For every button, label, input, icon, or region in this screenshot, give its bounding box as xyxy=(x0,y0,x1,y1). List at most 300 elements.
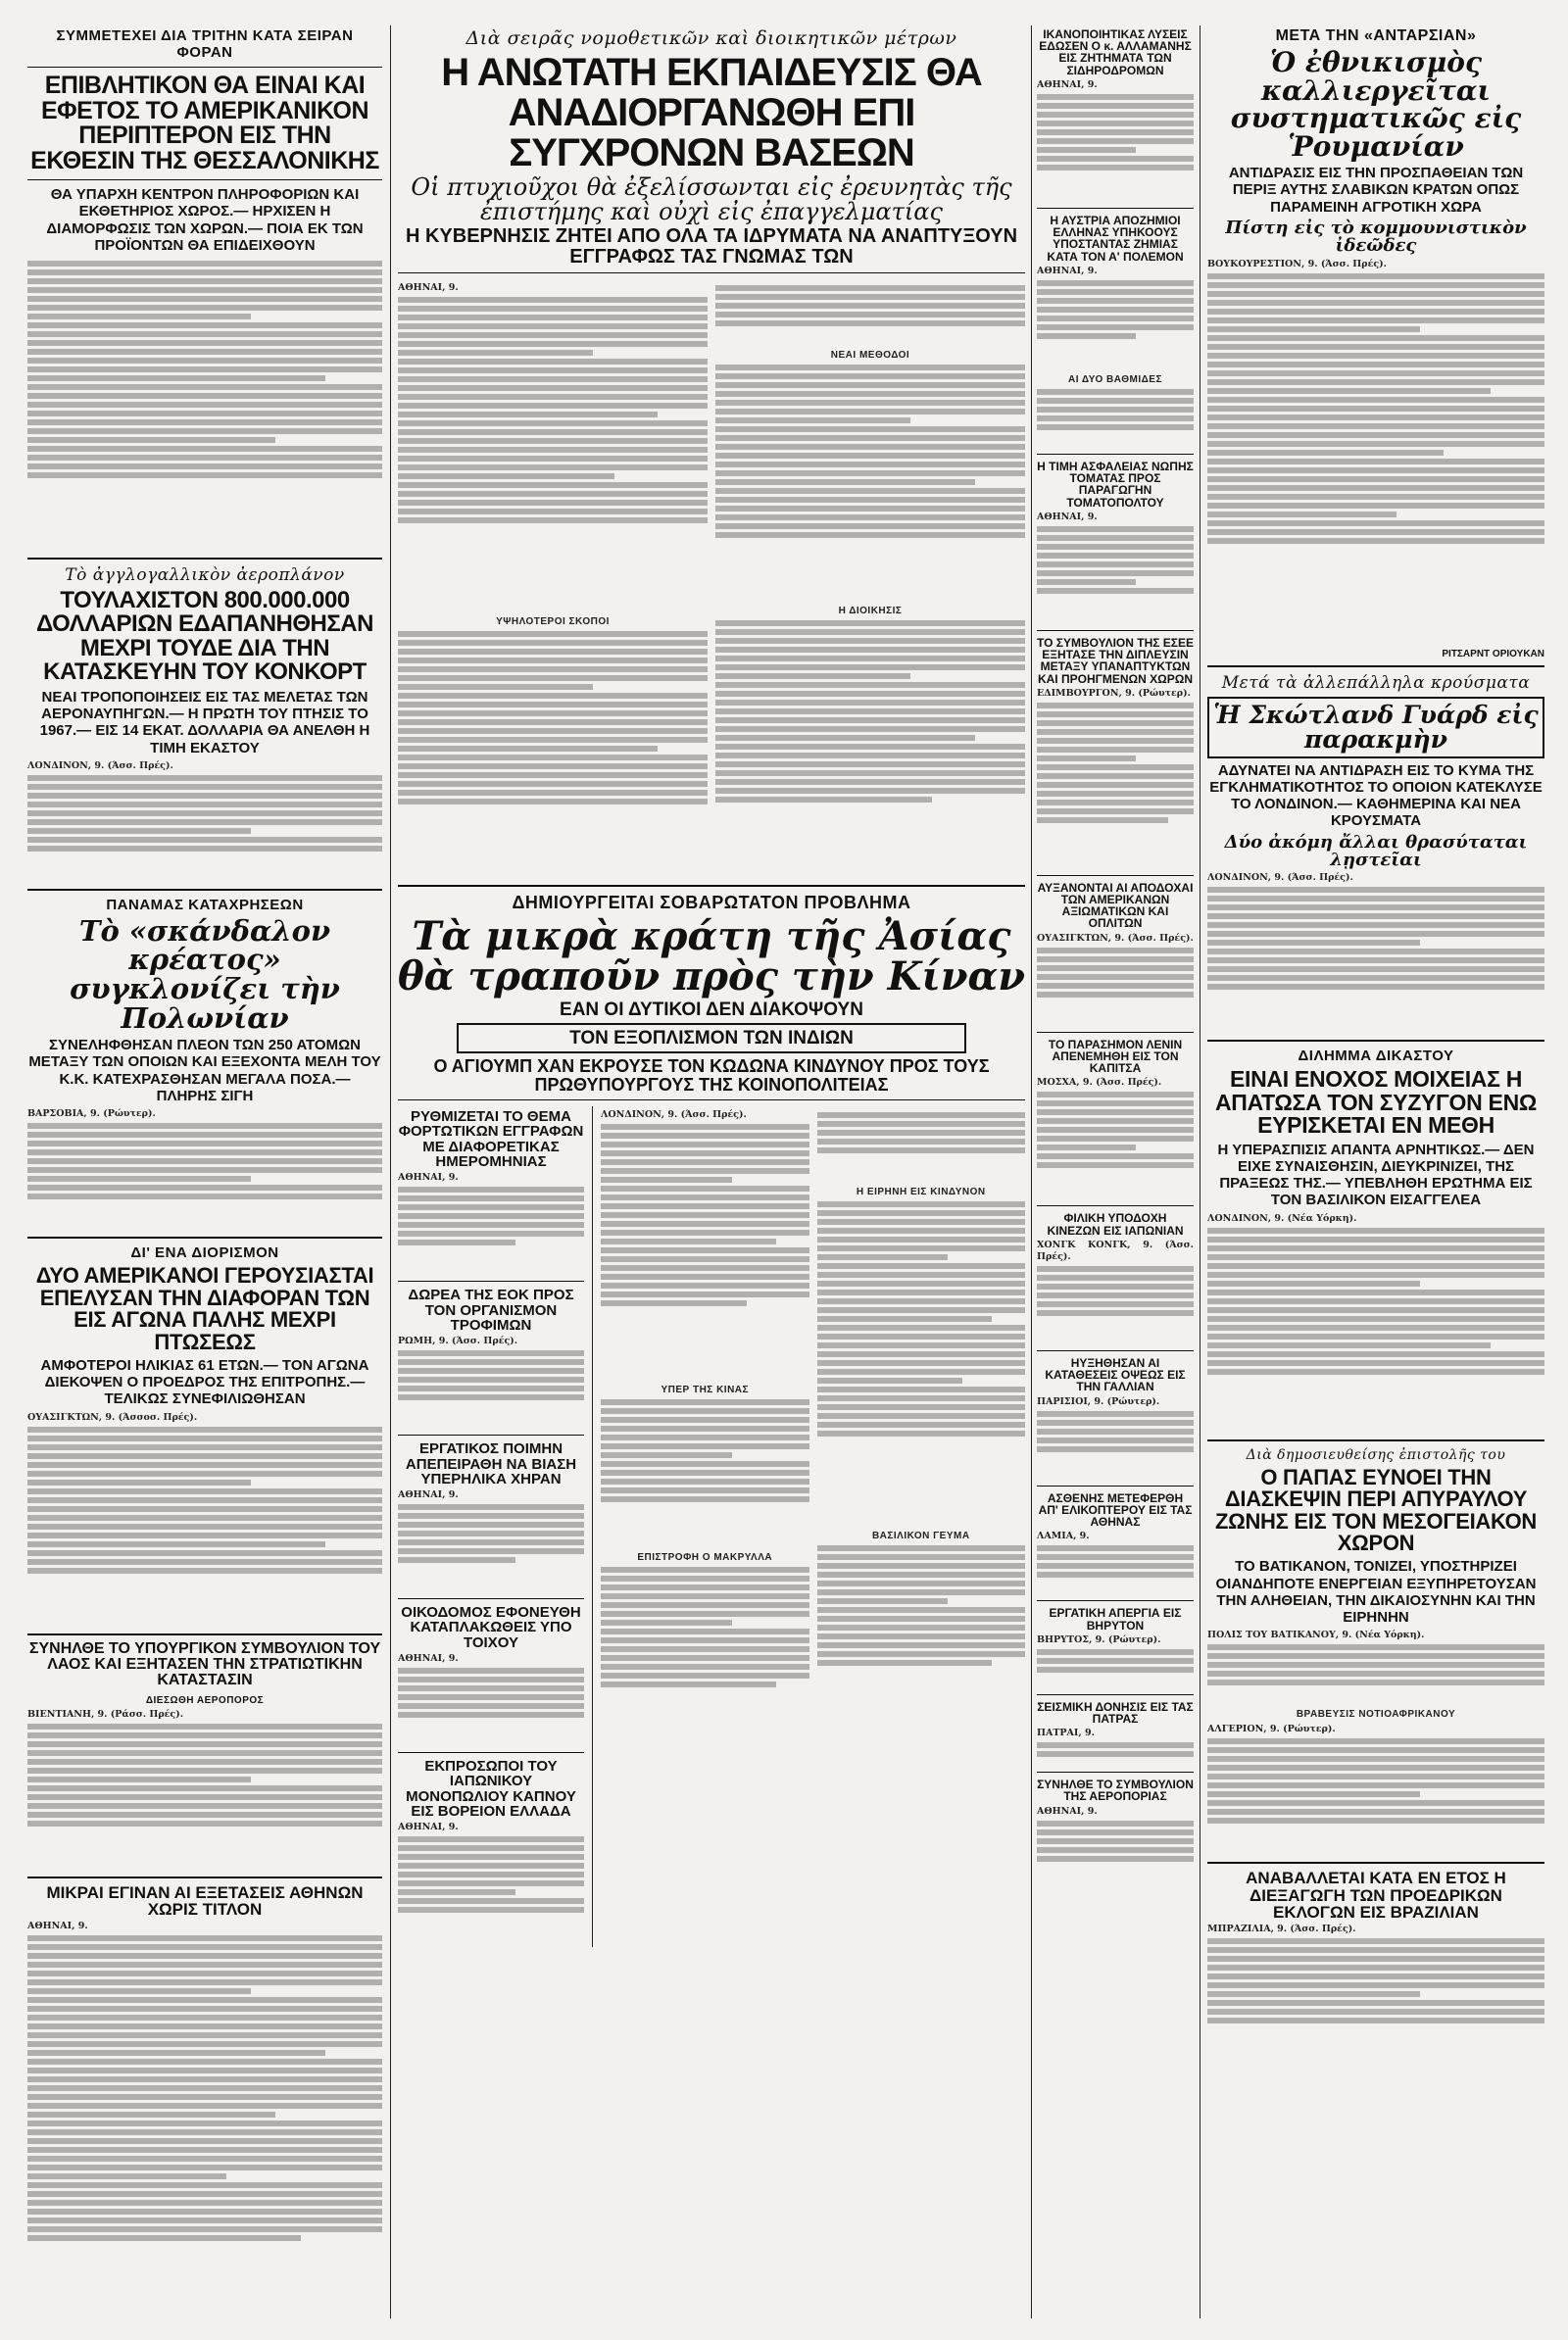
dateline: ΟΥΑΣΙΓΚΤΩΝ, 9. (Άσσ. Πρές). xyxy=(1037,932,1194,944)
article-body xyxy=(398,1336,584,1429)
text-line xyxy=(601,1256,809,1262)
text-line xyxy=(1207,1325,1544,1331)
dateline: ΠΟΛΙΣ ΤΟΥ ΒΑΤΙΚΑΝΟΥ, 9. (Νέα Υόρκη). xyxy=(1207,1630,1425,1641)
text-line xyxy=(398,1548,584,1554)
text-line xyxy=(817,1554,1026,1560)
text-line xyxy=(27,1141,382,1146)
dateline: ΜΟΣΧΑ, 9. (Άσσ. Πρές). xyxy=(1037,1077,1162,1089)
text-line xyxy=(1037,1658,1194,1664)
text-line xyxy=(817,1139,1026,1145)
text-line xyxy=(1037,1145,1136,1150)
text-line xyxy=(1207,896,1544,902)
text-line xyxy=(601,1150,809,1156)
text-line xyxy=(817,1298,1026,1304)
text-line xyxy=(27,1821,382,1827)
text-line xyxy=(27,1944,382,1950)
text-line xyxy=(1037,389,1194,395)
dateline: ΛΑΜΙΑ, 9. xyxy=(1037,1531,1090,1542)
text-line xyxy=(1037,535,1194,541)
text-line xyxy=(398,517,708,523)
text-line xyxy=(1207,1298,1544,1304)
text-line xyxy=(27,1506,382,1512)
text-line xyxy=(27,1953,382,1959)
text-line xyxy=(1037,1821,1194,1827)
divider xyxy=(398,272,1025,273)
text-line xyxy=(601,1408,809,1414)
text-line xyxy=(817,1112,1026,1118)
text-line xyxy=(1037,1438,1194,1443)
kicker-pope: Διὰ δημοσιευθείσης ἐπιστολῆς του xyxy=(1246,1446,1506,1463)
kicker-appointment: ΔΙ' ΕΝΑ ΔΙΟΡΙΣΜΟΝ xyxy=(130,1244,279,1262)
kicker: ΣΥΜΜΕΤΕΧΕΙ ΔΙΑ ΤΡΙΤΗΝ ΚΑΤΑ ΣΕΙΡΑΝ ΦΟΡΑΝ xyxy=(56,27,354,61)
text-line xyxy=(715,470,1025,476)
text-line xyxy=(398,412,658,417)
text-line xyxy=(715,303,1025,309)
article-body xyxy=(1207,259,1544,646)
text-line xyxy=(601,1576,809,1582)
text-line xyxy=(1037,1838,1194,1844)
text-line xyxy=(601,1247,809,1253)
text-line xyxy=(601,1479,809,1485)
dateline: ΛΟΝΔΙΝΟΝ, 9. (Άσσ. Πρές). xyxy=(27,759,173,771)
text-line xyxy=(398,394,708,400)
text-line xyxy=(27,2173,226,2179)
divider xyxy=(1037,1600,1194,1601)
text-line xyxy=(1207,432,1544,438)
text-line xyxy=(1207,282,1544,288)
text-line xyxy=(1037,756,1136,761)
text-block xyxy=(1037,1545,1194,1594)
text-line xyxy=(398,367,708,373)
text-line xyxy=(27,455,382,461)
text-line xyxy=(398,1377,584,1383)
dateline: ΑΘΗΝΑΙ, 9. xyxy=(398,1172,459,1184)
text-line xyxy=(1207,362,1544,367)
divider xyxy=(398,1099,1025,1100)
divider xyxy=(398,885,1025,887)
text-line xyxy=(27,402,382,408)
text-line xyxy=(27,1768,382,1774)
text-line xyxy=(1207,423,1544,429)
article-body xyxy=(1037,933,1194,1026)
text-line xyxy=(601,1620,732,1626)
text-line xyxy=(27,1471,382,1477)
text-line xyxy=(27,2015,382,2021)
text-line xyxy=(398,640,708,646)
text-line xyxy=(817,1589,1026,1595)
text-line xyxy=(817,1210,1026,1216)
text-block xyxy=(1037,1821,1194,1879)
text-line xyxy=(715,444,1025,450)
headline-france-deposits: ΗΥΞΗΘΗΣΑΝ ΑΙ ΚΑΤΑΘΕΣΕΙΣ ΟΨΕΩΣ ΕΙΣ ΤΗΝ ΓΑΛΛΙΑΝ xyxy=(1045,1355,1186,1394)
text-line xyxy=(27,463,382,469)
text-line xyxy=(1037,103,1194,109)
text-line xyxy=(817,1378,963,1384)
text-line xyxy=(601,1133,809,1139)
divider xyxy=(1207,1439,1544,1441)
text-block xyxy=(398,631,708,876)
text-line xyxy=(715,409,1025,414)
text-line xyxy=(27,1794,382,1800)
text-line xyxy=(1037,1856,1194,1862)
article-body xyxy=(398,1653,584,1746)
text-line xyxy=(27,2218,382,2223)
text-line xyxy=(601,1646,809,1652)
dateline: ΑΘΗΝΑΙ, 9. xyxy=(1037,511,1098,522)
text-line xyxy=(817,1545,1026,1551)
text-line xyxy=(27,1524,382,1530)
text-line xyxy=(27,1167,382,1173)
text-line xyxy=(398,1845,584,1851)
text-line xyxy=(1207,949,1544,954)
text-line xyxy=(1207,966,1544,972)
text-line xyxy=(1207,1307,1544,1313)
text-line xyxy=(715,426,1025,432)
text-line xyxy=(601,1212,809,1218)
text-line xyxy=(27,2103,382,2109)
article-body xyxy=(1207,1213,1544,1434)
text-line xyxy=(715,479,975,485)
subhead: Η ΔΙΟΙΚΗΣΙΣ xyxy=(838,606,903,617)
text-line xyxy=(1037,1847,1194,1853)
subhead: ΔΙΕΣΩΘΗ ΑΕΡΟΠΟΡΟΣ xyxy=(145,1694,265,1706)
text-line xyxy=(398,710,708,716)
headline-esee: ΤΟ ΣΥΜΒΟΥΛΙΟΝ ΤΗΣ ΕΣΕΕ ΕΞΗΤΑΣΕ ΤΗΝ ΔΙΠΛΕΥΣΙΝ ΜΕΤΑΞΥ ΥΠΑΝΑΠΤΥΚΤΩΝ ΚΑΙ ΠΡΟΗΓΜΕΝΩΝ ΧΩΡΩΝ xyxy=(1037,635,1194,686)
text-line xyxy=(27,1741,382,1747)
text-line xyxy=(1037,1100,1194,1106)
subhead: ΝΕΑΙ ΜΕΘΟΔΟΙ xyxy=(830,350,910,362)
text-block xyxy=(27,1935,382,2318)
text-line xyxy=(1207,1800,1544,1806)
text-line xyxy=(1207,1644,1544,1650)
text-block xyxy=(1037,1411,1194,1480)
text-line xyxy=(27,2032,382,2038)
text-line xyxy=(27,802,382,807)
headline-american-pavilion: ΕΠΙΒΛΗΤΙΚΟΝ ΘΑ ΕΙΝΑΙ ΚΑΙ ΕΦΕΤΟΣ ΤΟ ΑΜΕΡΙΚΑΝΙΚΟΝ ΠΕΡΙΠΤΕΡΟΝ ΕΙΣ ΤΗΝ ΕΚΘΕΣΙΝ ΤΗΣ ΘΕΣΣΑΛΟΝΙΚΗΣ xyxy=(30,72,379,174)
text-line xyxy=(1207,273,1544,279)
text-line xyxy=(601,1239,776,1244)
kicker-judge: ΔΙΛΗΜΜΑ ΔΙΚΑΣΤΟΥ xyxy=(1298,1048,1454,1065)
subheadline: Η ΥΠΕΡΑΣΠΙΣΙΣ ΑΠΑΝΤΑ ΑΡΝΗΤΙΚΩΣ.— ΔΕΝ ΕΙΧΕ ΣΥΝΑΙΣΘΗΣΙΝ, ΔΙΕΥΚΡΙΝΙΖΕΙ, ΤΗΣ ΠΡΑΞΕΩΣ ΤΗΣ.— ΥΠΕΒΛΗΘΗ ΕΡΩΤΗΜΑ ΕΙΣ ΤΟΝ ΒΑΣΙΛΙΚΟΝ ΕΙΣΑΓΓΕΛΕΑ xyxy=(1217,1141,1535,1209)
text-line xyxy=(398,376,708,382)
text-line xyxy=(817,1387,1026,1392)
text-line xyxy=(1037,965,1194,971)
headline-us-pay: ΑΥΞΑΝΟΝΤΑΙ ΑΙ ΑΠΟΔΟΧΑΙ ΤΩΝ ΑΜΕΡΙΚΑΝΩΝ ΑΞΙΩΜΑΤΙΚΩΝ ΚΑΙ ΟΠΛΙΤΩΝ xyxy=(1037,880,1194,931)
text-line xyxy=(1207,904,1544,910)
text-line xyxy=(27,322,382,328)
text-line xyxy=(27,1480,251,1486)
text-line xyxy=(1037,94,1194,100)
text-line xyxy=(715,620,1025,626)
text-line xyxy=(27,2129,382,2135)
text-line xyxy=(1037,307,1194,313)
newspaper-page xyxy=(27,25,1544,2318)
divider xyxy=(27,1633,382,1635)
article-body xyxy=(1037,1531,1194,1594)
headline-romania: Ὁ ἐθνικισμὸς καλλιεργεῖται συστηματικῶς εἰς Ῥουμανίαν xyxy=(1230,46,1522,163)
text-line xyxy=(715,382,1025,388)
text-line xyxy=(398,1712,584,1718)
text-block xyxy=(398,1504,584,1592)
text-line xyxy=(27,375,325,381)
text-line xyxy=(1207,503,1544,509)
text-line xyxy=(817,1431,1026,1437)
text-block xyxy=(1207,1644,1544,1703)
divider xyxy=(398,1752,584,1753)
text-line xyxy=(27,340,382,346)
lower-columns xyxy=(398,1106,1025,1947)
dateline: ΠΑΤΡΑΙ, 9. xyxy=(1037,1728,1095,1739)
text-block xyxy=(1207,1228,1544,1434)
text-line xyxy=(27,2191,382,2197)
article-body xyxy=(1207,1630,1544,1856)
dateline: ΑΘΗΝΑΙ, 9. xyxy=(27,1921,88,1932)
text-line xyxy=(715,744,1025,750)
text-line xyxy=(1207,291,1544,297)
text-line xyxy=(27,472,382,478)
text-line xyxy=(27,1444,382,1450)
text-line xyxy=(27,1568,382,1574)
text-line xyxy=(817,1660,993,1666)
text-line xyxy=(601,1682,776,1687)
article-body xyxy=(27,1921,382,2318)
text-line xyxy=(817,1237,1026,1243)
text-line xyxy=(1037,316,1194,321)
text-line xyxy=(27,1997,382,2003)
text-line xyxy=(1037,289,1194,295)
text-line xyxy=(1207,1974,1544,1979)
text-line xyxy=(1207,1747,1544,1753)
text-line xyxy=(398,332,708,338)
headline-kapitsa: ΤΟ ΠΑΡΑΣΗΜΟΝ ΛΕΝΙΝ ΑΠΕΝΕΜΗΘΗ ΕΙΣ ΤΟΝ ΚΑΠΙΤΣΑ xyxy=(1048,1037,1183,1076)
text-line xyxy=(715,523,1025,529)
dateline: ΒΟΥΚΟΥΡΕΣΤΙΟΝ, 9. (Άσσ. Πρές). xyxy=(1207,258,1387,269)
text-line xyxy=(27,1123,382,1129)
headline-tomato: Η ΤΙΜΗ ΑΣΦΑΛΕΙΑΣ ΝΩΠΗΣ ΤΟΜΑΤΑΣ ΠΡΟΣ ΠΑΡΑΓΩΓΗΝ ΤΟΜΑΤΟΠΟΛΤΟΥ xyxy=(1037,459,1194,510)
text-line xyxy=(715,506,1025,512)
divider xyxy=(1037,875,1194,876)
text-line xyxy=(1037,747,1194,753)
text-line xyxy=(398,1522,584,1528)
text-line xyxy=(1037,1829,1194,1835)
dateline: ΧΟΝΓΚ ΚΟΝΓΚ, 9. (Άσσ. Πρές). xyxy=(1037,1239,1194,1262)
text-line xyxy=(715,285,1025,291)
text-line xyxy=(1207,1360,1544,1366)
divider xyxy=(27,67,382,68)
text-line xyxy=(817,1272,1026,1278)
subhead: ΥΠΕΡ ΤΗΣ ΚΙΝΑΣ xyxy=(661,1385,750,1396)
text-line xyxy=(1037,280,1194,286)
text-line xyxy=(601,1124,809,1130)
article-body xyxy=(1207,872,1544,1034)
text-line xyxy=(817,1395,1026,1401)
text-line xyxy=(817,1642,1026,1648)
article-body xyxy=(398,1489,584,1592)
text-line xyxy=(715,514,1025,520)
text-line xyxy=(817,1325,1026,1331)
text-line xyxy=(1037,424,1194,430)
text-line xyxy=(601,1292,809,1297)
article-body xyxy=(1037,1396,1194,1480)
text-line xyxy=(715,753,1025,758)
text-line xyxy=(1037,324,1194,330)
text-line xyxy=(398,1359,584,1365)
text-line xyxy=(27,1158,382,1164)
text-line xyxy=(398,350,593,356)
headline-builder: ΟΙΚΟΔΟΜΟΣ ΕΦΟΝΕΥΘΗ ΚΑΤΑΠΛΑΚΩΘΕΙΣ ΥΠΟ ΤΟΙΧΟΥ xyxy=(401,1604,581,1651)
text-line xyxy=(27,2094,382,2100)
text-line xyxy=(398,1889,515,1895)
text-line xyxy=(1207,309,1544,315)
text-line xyxy=(1207,913,1544,919)
text-line xyxy=(27,2068,382,2073)
text-line xyxy=(1207,1369,1544,1375)
text-line xyxy=(27,366,382,372)
text-block xyxy=(1037,1649,1194,1688)
text-line xyxy=(1207,1671,1544,1677)
text-line xyxy=(27,2156,382,2162)
text-line xyxy=(398,403,708,409)
text-line xyxy=(1037,1649,1194,1655)
subheadline: Ο ΑΓΙΟΥΜΠ ΧΑΝ ΕΚΡΟΥΣΕ ΤΟΝ ΚΩΔΩΝΑ ΚΙΝΔΥΝΟΥ ΠΡΟΣ ΤΟΥΣ ΠΡΩΘΥΠΟΥΡΓΟΥΣ ΤΗΣ ΚΟΙΝΟΠΟΛΙΤΕΙΑΣ xyxy=(433,1056,990,1095)
text-line xyxy=(1207,441,1544,447)
text-line xyxy=(27,2138,382,2144)
text-line xyxy=(601,1265,809,1271)
text-line xyxy=(398,1854,584,1860)
divider xyxy=(398,1281,584,1282)
headline-allamanis: ΙΚΑΝΟΠΟΙΗΤΙΚΑΣ ΛΥΣΕΙΣ ΕΔΩΣΕΝ Ο κ. ΑΛΛΑΜΑΝΗΣ ΕΙΣ ΖΗΤΗΜΑΤΑ ΤΩΝ ΣΙΔΗΡΟΔΡΟΜΩΝ xyxy=(1039,27,1192,77)
text-line xyxy=(601,1194,809,1200)
text-line xyxy=(1037,1127,1194,1133)
text-line xyxy=(27,1759,382,1765)
text-line xyxy=(1207,1756,1544,1762)
divider xyxy=(1037,1032,1194,1033)
headline-senators: ΔΥΟ ΑΜΕΡΙΚΑΝΟΙ ΓΕΡΟΥΣΙΑΣΤΑΙ ΕΠΕΛΥΣΑΝ ΤΗΝ ΔΙΑΦΟΡΑΝ ΤΩΝ ΕΙΣ ΑΓΩΝΑ ΠΑΛΗΣ ΜΕΧΡΙ ΠΤΩΣΕΩΣ xyxy=(35,1263,374,1354)
divider xyxy=(1037,1694,1194,1695)
text-block xyxy=(715,620,1025,875)
kicker: Διὰ σειρᾶς νομοθετικῶν καὶ διοικητικῶν μέτρων xyxy=(466,27,957,49)
text-line xyxy=(601,1435,809,1440)
text-line xyxy=(601,1159,809,1165)
text-line xyxy=(398,1880,584,1886)
text-line xyxy=(715,700,1025,706)
text-line xyxy=(1037,711,1194,717)
text-line xyxy=(1037,974,1194,980)
dateline: ΑΛΓΕΡΙΟΝ, 9. (Ρώυτερ). xyxy=(1207,1724,1336,1735)
text-line xyxy=(398,509,708,514)
text-line xyxy=(398,1350,584,1356)
text-line xyxy=(1207,887,1544,893)
dateline: ΒΙΕΝΤΙΑΝΗ, 9. (Ράσσ. Πρές). xyxy=(27,1708,184,1720)
text-line xyxy=(398,1677,584,1682)
text-line xyxy=(398,790,708,796)
text-line xyxy=(817,1563,1026,1569)
text-line xyxy=(398,1836,584,1842)
headline-patras-quake: ΣΕΙΣΜΙΚΗ ΔΟΝΗΣΙΣ ΕΙΣ ΤΑΣ ΠΑΤΡΑΣ xyxy=(1037,1699,1194,1726)
article-body xyxy=(398,282,708,876)
text-line xyxy=(1037,1310,1194,1316)
text-line xyxy=(715,726,1025,732)
text-line xyxy=(1207,1818,1544,1824)
headline-pope: Ο ΠΑΠΑΣ ΕΥΝΟΕΙ ΤΗΝ ΔΙΑΣΚΕΨΙΝ ΠΕΡΙ ΑΠΥΡΑΥΛΟΥ ΖΩΝΗΣ ΕΙΣ ΤΟΝ ΜΕΣΟΓΕΙΑΚΟΝ ΧΩΡΟΝ xyxy=(1214,1464,1537,1556)
article-body xyxy=(27,760,382,883)
dateline: ΒΑΡΣΟΒΙΑ, 9. (Ρώυτερ). xyxy=(27,1108,156,1120)
text-line xyxy=(27,1550,382,1556)
text-line xyxy=(817,1413,1026,1419)
text-line xyxy=(27,2209,382,2215)
text-line xyxy=(817,1360,1026,1366)
text-line xyxy=(1037,791,1194,797)
divider xyxy=(1037,1350,1194,1351)
text-line xyxy=(27,1750,382,1756)
text-line xyxy=(27,1777,251,1782)
subheadline: ΝΕΑΙ ΤΡΟΠΟΠΟΙΗΣΕΙΣ ΕΙΣ ΤΑΣ ΜΕΛΕΤΑΣ ΤΩΝ ΑΕΡΟΝΑΥΠΗΓΩΝ.— Η ΠΡΩΤΗ ΤΟΥ ΠΤΗΣΙΣ ΤΟ 1967.— ΕΙΣ 14 ΕΚΑΤ. ΔΟΛΛΑΡΙΑ ΘΑ ΑΝΕΛΘΗ Η ΤΙΜΗ ΕΚΑΣΤΟΥ xyxy=(39,688,370,756)
text-line xyxy=(601,1203,809,1209)
text-line xyxy=(715,673,910,679)
text-line xyxy=(27,2076,382,2082)
text-line xyxy=(715,312,1025,317)
text-line xyxy=(1037,1572,1194,1578)
text-line xyxy=(1207,1351,1544,1357)
text-line xyxy=(398,1386,584,1391)
text-line xyxy=(715,788,1025,794)
text-line xyxy=(398,315,708,320)
text-line xyxy=(1207,1680,1544,1685)
text-line xyxy=(398,438,708,444)
text-line xyxy=(27,837,382,843)
text-line xyxy=(27,1971,382,1976)
text-line xyxy=(1207,450,1444,456)
text-line xyxy=(817,1307,1026,1313)
headline-laos-council: ΣΥΝΗΛΘΕ ΤΟ ΥΠΟΥΡΓΙΚΟΝ ΣΥΜΒΟΥΛΙΟΝ ΤΟΥ ΛΑΟΣ ΚΑΙ ΕΞΗΤΑΣΕΝ ΤΗΝ ΣΤΡΑΤΙΩΤΙΚΗΝ ΚΑΤΑΣΤΑΣΙΝ xyxy=(28,1639,381,1689)
text-line xyxy=(398,1668,584,1674)
text-line xyxy=(398,1513,584,1519)
dateline: ΜΠΡΑΖΙΛΙΑ, 9. (Άσσ. Πρές). xyxy=(1207,1924,1356,1935)
text-line xyxy=(817,1607,1026,1613)
divider xyxy=(1037,1205,1194,1206)
article-body xyxy=(715,282,1025,876)
text-line xyxy=(601,1593,809,1599)
divider xyxy=(1207,665,1544,667)
headline-asia: Τὰ μικρὰ κράτη τῆς Ἀσίας θὰ τραποῦν πρὸς τὴν Κίναν xyxy=(398,913,1025,999)
text-line xyxy=(1037,983,1194,989)
text-line xyxy=(1037,956,1194,962)
subheadline-italic: Πίστη εἰς τὸ κομμουνιστικὸν ἰδεῶδες xyxy=(1225,217,1527,257)
text-line xyxy=(27,846,382,852)
text-line xyxy=(27,1427,382,1433)
text-line xyxy=(27,2041,382,2047)
text-line xyxy=(1037,1751,1194,1757)
dateline: ΒΗΡΥΤΟΣ, 9. (Ρώυτερ). xyxy=(1037,1633,1161,1645)
text-line xyxy=(27,305,382,311)
text-line xyxy=(817,1572,1026,1578)
text-line xyxy=(27,269,382,275)
column-3 xyxy=(1037,25,1194,2318)
text-block xyxy=(1037,1742,1194,1766)
text-line xyxy=(817,1581,1026,1586)
text-line xyxy=(27,2200,382,2206)
text-line xyxy=(1037,1446,1194,1452)
text-block xyxy=(27,258,382,552)
text-line xyxy=(1207,397,1544,403)
text-line xyxy=(1037,407,1194,413)
text-line xyxy=(1207,1245,1544,1251)
text-line xyxy=(27,393,382,399)
text-line xyxy=(1037,147,1136,153)
text-line xyxy=(27,784,382,790)
text-line xyxy=(715,708,1025,714)
text-line xyxy=(27,1732,382,1738)
